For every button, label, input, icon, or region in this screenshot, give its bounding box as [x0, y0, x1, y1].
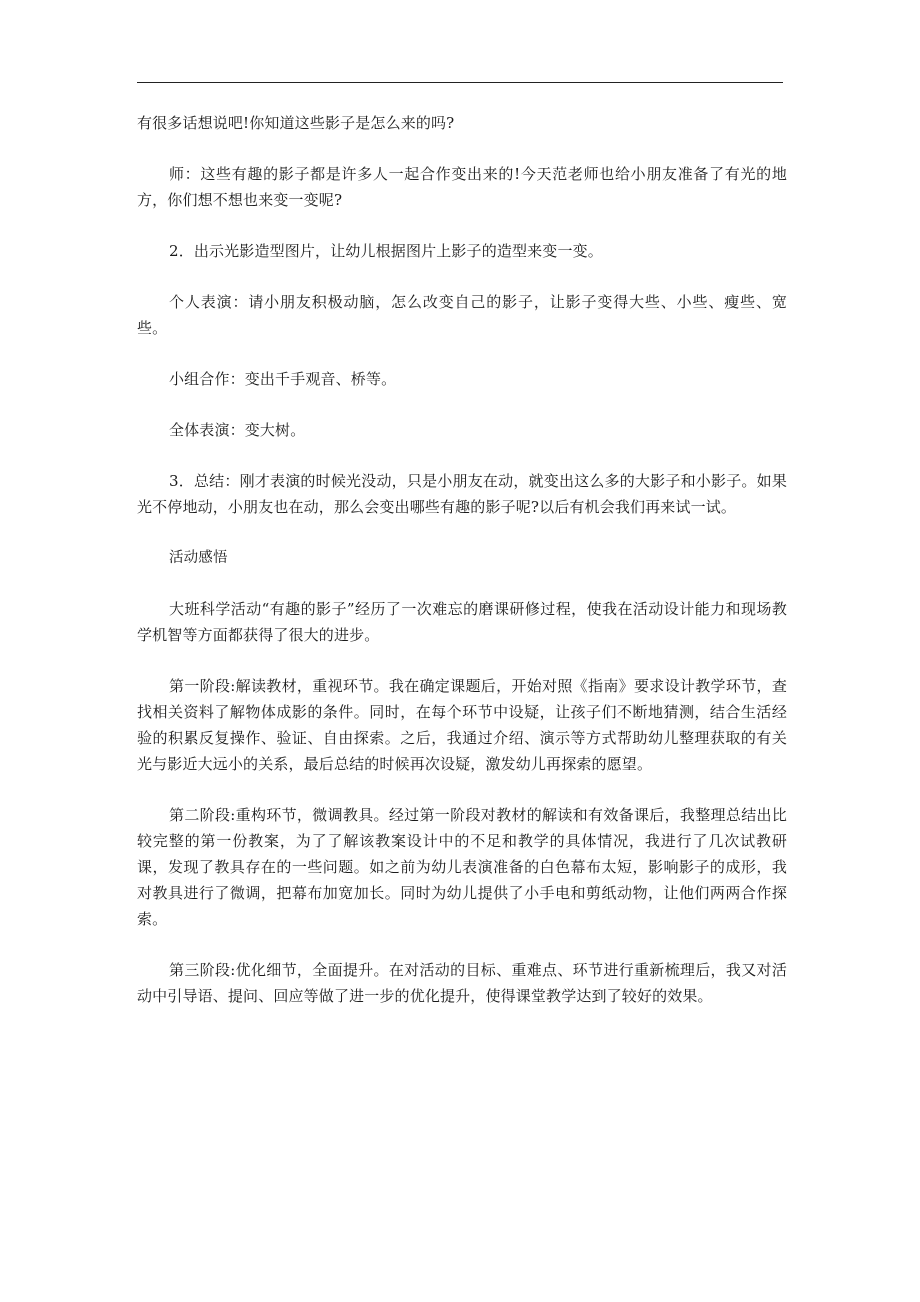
document-body — [137, 110, 787, 1034]
paragraph-whole-class: 全体表演：变大树。 — [169, 421, 306, 439]
paragraph-stage-3: 第三阶段:优化细节，全面提升。在对活动的目标、重难点、环节进行重新梳理后，我又对活动中引导语、提问、回应等做了进一步的优化提升，使得课堂教学达到了较好的效果。 — [137, 961, 787, 1005]
paragraph-solo-performance: 个人表演：请小朋友积极动脑，怎么改变自己的影子，让影子变得大些、小些、瘦些、宽些。 — [137, 293, 787, 337]
header-rule — [137, 82, 783, 83]
paragraph-group-work: 小组合作：变出千手观音、桥等。 — [169, 370, 397, 388]
paragraph-step-3-summary: 3．总结：刚才表演的时候光没动，只是小朋友在动，就变出这么多的大影子和小影子。如果光不停地动，小朋友也在动，那么会变出哪些有趣的影子呢?以后有机会我们再来试一试。 — [137, 472, 787, 516]
paragraph-continued: 有很多话想说吧!你知道这些影子是怎么来的吗? — [137, 114, 455, 132]
paragraph-teacher-speech: 师：这些有趣的影子都是许多人一起合作变出来的!今天范老师也给小朋友准备了有光的地方，你们想不想也来变一变呢? — [137, 165, 787, 209]
paragraph-step-2: 2．出示光影造型图片，让幼儿根据图片上影子的造型来变一变。 — [169, 242, 603, 260]
paragraph-stage-2: 第二阶段:重构环节，微调教具。经过第一阶段对教材的解读和有效备课后，我整理总结出比较完整的第一份教案，为了了解该教案设计中的不足和教学的具体情况，我进行了几次试教研课，发现了教具存在的一些问题。如之前为幼儿表演准备的白色幕布太短，影响影子的成形，我对教具进行了微调，把幕布加宽加长。同时为幼儿提供了小手电和剪纸动物，让他们两两合作探索。 — [137, 806, 787, 928]
section-heading-reflection: 活动感悟 — [169, 550, 228, 566]
paragraph-stage-1: 第一阶段:解读教材，重视环节。我在确定课题后，开始对照《指南》要求设计教学环节，查找相关资料了解物体成影的条件。同时，在每个环节中设疑，让孩子们不断地猜测，结合生活经验的积累反复操作、验证、自由探索。之后，我通过介绍、演示等方式帮助幼儿整理获取的有关光与影近大远小的关系，最后总结的时候再次设疑，激发幼儿再探索的愿望。 — [137, 677, 787, 773]
paragraph-reflection-intro: 大班科学活动“有趣的影子”经历了一次难忘的磨课研修过程，使我在活动设计能力和现场教学机智等方面都获得了很大的进步。 — [137, 600, 787, 644]
